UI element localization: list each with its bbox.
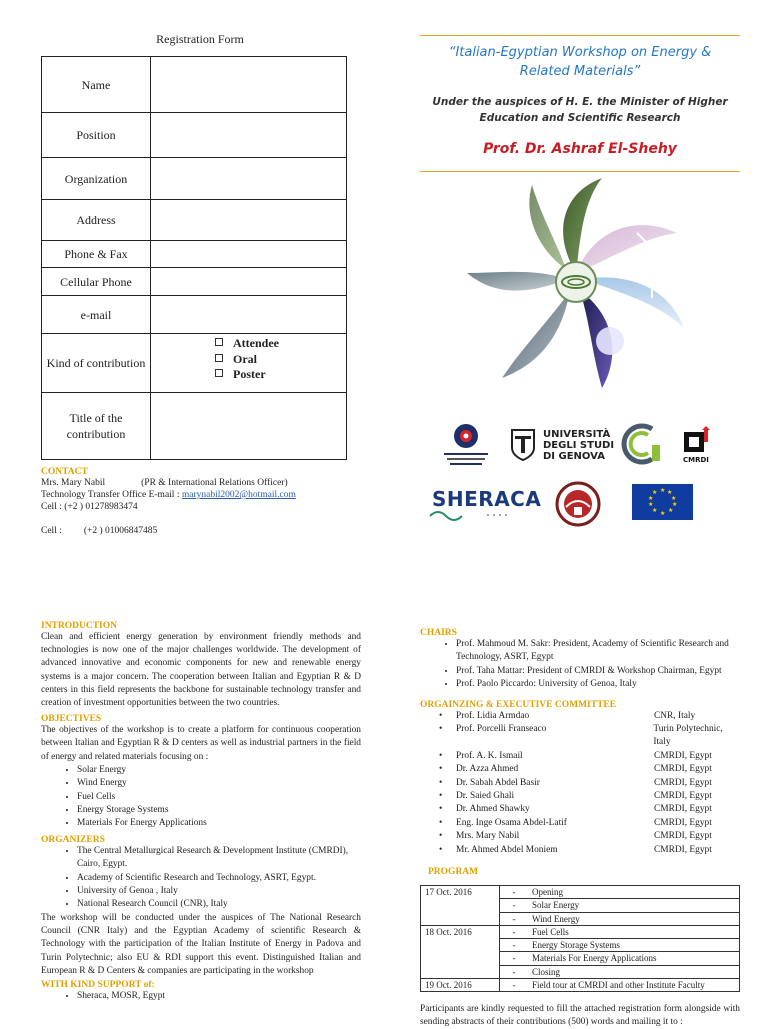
bottom-rule [420, 171, 740, 172]
list-item: • Wind Energy [77, 777, 361, 790]
objectives-list [41, 764, 361, 831]
committee-row: • Prof. A. K. Ismail CMRDI, Egypt [420, 750, 742, 763]
field-label-address: Address [42, 200, 151, 241]
list-item: • Solar Energy [77, 764, 361, 777]
cellular-phone-input-cell[interactable] [151, 268, 347, 296]
option-poster[interactable]: Poster [215, 367, 346, 383]
contact-cell-2: Cell : (+2 ) 01006847485 [41, 526, 158, 536]
svg-text:★: ★ [668, 507, 674, 514]
registration-table [41, 56, 347, 460]
contact-heading: CONTACT [41, 467, 88, 477]
field-label-name: Name [42, 57, 151, 113]
checkbox-icon[interactable] [215, 338, 223, 346]
genova-logo-text: UNIVERSITÀ DEGLI STUDI DI GENOVA [543, 429, 615, 462]
field-label-phone-fax: Phone & Fax [42, 241, 151, 268]
list-item: • Materials For Energy Applications [77, 817, 361, 830]
committee-list [420, 710, 742, 857]
asrt-logo [438, 418, 494, 470]
name-input-cell[interactable] [151, 57, 347, 113]
list-item: • Prof. Mahmoud M. Sakr: President, Academy of Scientific Research and Technology, ASRT, Egypt [456, 638, 742, 665]
table-row: - Closing [421, 965, 740, 978]
field-label-position: Position [42, 113, 151, 158]
energy-collage-image [462, 173, 690, 391]
contact-line-1: Mrs. Mary Nabil (PR & International Relations Officer) [41, 478, 288, 488]
position-input-cell[interactable] [151, 113, 347, 158]
table-row: - Solar Energy [421, 899, 740, 912]
support-list [41, 990, 361, 1003]
svg-text:★: ★ [652, 489, 658, 496]
program-footer-text: Participants are kindly requested to fill the attached registration form alongside with sending abstracts of their contributions (500) words and mailing it to : [420, 1004, 740, 1028]
program-table [420, 885, 740, 992]
chairs-list [420, 638, 742, 692]
option-attendee[interactable]: Attendee [215, 336, 346, 352]
title-input-cell[interactable] [151, 393, 347, 460]
committee-row: • Prof. Lidia Armdao CNR, Italy [420, 710, 742, 723]
cmrdi-logo [682, 426, 712, 454]
list-item: • Fuel Cells [77, 791, 361, 804]
checkbox-icon[interactable] [215, 354, 223, 362]
address-input-cell[interactable] [151, 200, 347, 241]
field-label-kind-of-contribution: Kind of contribution [42, 334, 151, 393]
committee-row: • Mr. Ahmed Abdel Moniem CMRDI, Egypt [420, 844, 742, 857]
svg-text:★: ★ [660, 510, 666, 517]
option-oral[interactable]: Oral [215, 352, 346, 368]
prof-name: Prof. Dr. Ashraf El-Shehy [483, 141, 677, 157]
left-info-column [41, 621, 361, 1003]
organizers-list [41, 845, 361, 912]
organizers-heading: ORGANIZERS [41, 834, 105, 845]
table-row: 19 Oct. 2016 - Field tour at CMRDI and other Institute Faculty [421, 979, 740, 992]
svg-text:★: ★ [648, 495, 654, 502]
contact-cell-1: Cell : (+2 ) 01278983474 [41, 502, 138, 512]
list-item: • Academy of Scientific Research and Technology, ASRT, Egypt. [77, 872, 361, 885]
table-row: 17 Oct. 2016 - Opening [421, 886, 740, 899]
table-row: - Energy Storage Systems [421, 939, 740, 952]
registration-form-title: Registration Form [156, 32, 244, 46]
svg-text:★: ★ [648, 501, 654, 508]
objectives-heading: OBJECTIVES [41, 714, 102, 725]
email-input-cell[interactable] [151, 296, 347, 334]
svg-text:★: ★ [667, 489, 673, 496]
university-seal-logo [554, 481, 602, 527]
eu-flag-logo [632, 484, 693, 520]
committee-row: • Prof. Porcelli Franseaco Turin Polytechnic, Italy [420, 723, 742, 750]
introduction-heading: INTRODUCTION [41, 621, 118, 631]
committee-row: • Dr. Sabah Abdel Basir CMRDI, Egypt [420, 777, 742, 790]
list-item: • Prof. Taha Mattar: President of CMRDI & Workshop Chairman, Egypt [456, 665, 742, 678]
list-item: • Prof. Paolo Piccardo: University of Genoa, Italy [456, 678, 742, 691]
auspices-text: Under the auspices of H. E. the Minister of Higher Education and Scientific Research [432, 96, 728, 124]
organizers-text: The workshop will be conducted under the auspices of The National Research Council (CNR Italy) and the Egyptian Academy of scientific Research & Technology with the participation of the Italian Institute of Energy in Padova and Turin Polytechnic; also EU & RDI support this event. Distinguished Italian and European R & D Centers & companies are participating in the workshop [41, 912, 361, 976]
organization-input-cell[interactable] [151, 158, 347, 200]
committee-row: • Mrs. Mary Nabil CMRDI, Egypt [420, 830, 742, 843]
table-row: - Wind Energy [421, 912, 740, 925]
contact-section [41, 467, 371, 537]
genova-crest-logo [510, 428, 536, 462]
phone-fax-input-cell[interactable] [151, 241, 347, 268]
field-label-organization: Organization [42, 158, 151, 200]
committee-row: • Dr. Azza Ahmed CMRDI, Egypt [420, 763, 742, 776]
top-rule [420, 35, 740, 36]
workshop-title: “Italian-Egyptian Workshop on Energy & Related Materials” [448, 45, 712, 79]
list-item: • Sheraca, MOSR, Egypt [77, 990, 361, 1003]
field-label-title-of-contribution: Title of the contribution [42, 393, 151, 460]
svg-text:★: ★ [671, 495, 677, 502]
field-label-cellular-phone: Cellular Phone [42, 268, 151, 296]
svg-text:★: ★ [652, 507, 658, 514]
svg-text:★: ★ [660, 487, 666, 494]
right-info-column [420, 628, 742, 877]
cnr-logo [614, 423, 664, 465]
chairs-heading: CHAIRS [420, 628, 457, 638]
contact-line-2: Technology Transfer Office E-mail : marynabil2002@hotmail.com [41, 490, 296, 500]
email-link[interactable]: marynabil2002@hotmail.com [181, 490, 296, 500]
program-heading: PROGRAM [428, 867, 479, 878]
contribution-options-cell [151, 334, 347, 393]
introduction-text: Clean and efficient energy generation by environment friendly methods and technologies is now one of the major challenges worldwide. The development of advanced innovative and economic components for new and renewable energy systems is a major concern. The cooperation between Italian and Egyptian R & D centers in this field represents the backbone for sustainable technology transfer and creation of investment opportunities between the two countries. [41, 632, 361, 709]
table-row: - Materials For Energy Applications [421, 952, 740, 965]
sheraca-logo-arabic-mark [428, 506, 528, 522]
committee-row: • Dr. Ahmed Shawky CMRDI, Egypt [420, 803, 742, 816]
svg-text:★: ★ [672, 501, 678, 508]
list-item: • National Research Council (CNR), Italy [77, 898, 361, 911]
checkbox-icon[interactable] [215, 369, 223, 377]
committee-heading: ORGAINZING & EXECUTIVE COMMITTEE [420, 699, 617, 710]
list-item: • Energy Storage Systems [77, 804, 361, 817]
table-row: 18 Oct. 2016 - Fuel Cells [421, 925, 740, 938]
support-heading: WITH KIND SUPPORT of: [41, 979, 155, 990]
list-item: • University of Genoa , Italy [77, 885, 361, 898]
committee-row: • Eng. Inge Osama Abdel-Latif CMRDI, Egypt [420, 817, 742, 830]
committee-row: • Dr. Saied Ghali CMRDI, Egypt [420, 790, 742, 803]
objectives-text: The objectives of the workshop is to create a platform for continuous cooperation between Italian and Egyptian R & D centers as well as industrial partners in the field of energy and related materials focusing on : [41, 725, 361, 762]
field-label-email: e-mail [42, 296, 151, 334]
cmrdi-logo-text: CMRDI [683, 456, 709, 464]
list-item: • The Central Metallurgical Research & Development Institute (CMRDI), Cairo, Egypt. [77, 845, 361, 872]
sheraca-logo: SHERACA [432, 487, 542, 511]
